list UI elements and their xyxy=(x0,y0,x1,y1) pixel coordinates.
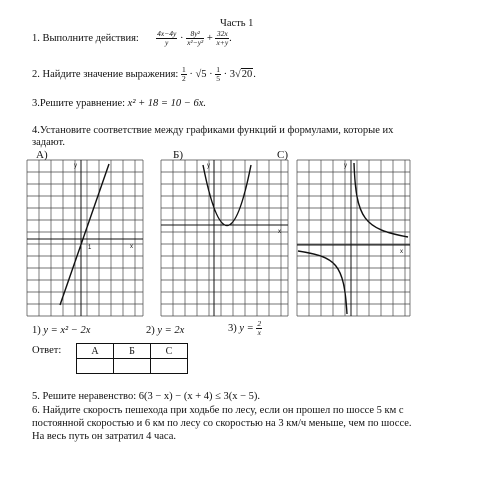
formula-3-fraction: $\frac{2}{x}$ xyxy=(257,319,262,337)
task-3-label: 3.Решите уравнение: xyxy=(32,98,126,109)
task-1-fraction-1: $\frac{4x-4y}{y}$ xyxy=(157,29,177,47)
graph-c-branch-left xyxy=(298,251,347,314)
graph-b-y-label: y xyxy=(207,163,210,169)
task-1-label: 1. Выполните действия: xyxy=(32,32,139,44)
task-1: 1. Выполните действия: $\frac{4x-4y}{y}$ · $\frac{\text{8y²}}{\text{x²−y²}}$ + $\frac{32x}{x+y}$ . xyxy=(32,29,232,47)
graph-b-x-label: x xyxy=(278,229,281,235)
answer-header-c: С xyxy=(151,344,188,359)
graph-a xyxy=(26,159,144,317)
graph-c-y-label: y xyxy=(344,163,347,169)
graph-a-x-label: x xyxy=(130,244,133,250)
graph-a-tick-one: 1 xyxy=(88,245,92,251)
task-6-line-1: 6. Найдите скорость пешехода при ходьбе по лесу, если он прошел по шоссе 5 км с xyxy=(32,405,404,416)
graph-b xyxy=(160,159,289,317)
graph-b-parabola xyxy=(203,165,251,226)
graph-label-a: А) xyxy=(36,149,48,161)
task-1-fraction-3: $\frac{32x}{x+y}$ xyxy=(216,29,229,47)
task-2-sqrt: 20 xyxy=(241,68,253,80)
formula-2: 2) y = 2x xyxy=(146,325,185,336)
task-2: 2. Найдите значение выражения: $\frac{1}{2}$ · √5 · $\frac{1}{5}$ · 3√20. xyxy=(32,65,256,83)
graph-a-line xyxy=(60,164,109,305)
answer-cell-a[interactable] xyxy=(77,359,114,374)
answer-cell-b[interactable] xyxy=(114,359,151,374)
formula-3: 3) y = $\frac{2}{x}$ xyxy=(228,319,262,337)
task-4-line-1: 4.Установите соответствие между графиками функций и формулами, которые их xyxy=(32,125,394,136)
task-1-fraction-2: $\frac{\text{8y²}}{\text{x²−y²}}$ xyxy=(187,29,204,47)
task-6-line-3: На весь путь он затратил 4 часа. xyxy=(32,431,176,442)
graph-a-y-label: y xyxy=(74,163,77,169)
task-2-label: 2. Найдите значение выражения: xyxy=(32,68,179,80)
answer-header-b: Б xyxy=(114,344,151,359)
answer-label: Ответ: xyxy=(32,345,62,356)
formula-1: 1) y = x² − 2x xyxy=(32,325,91,336)
answer-header-a: А xyxy=(77,344,114,359)
page-title: Часть 1 xyxy=(220,18,254,29)
graph-c xyxy=(296,159,411,317)
answer-table xyxy=(76,343,188,374)
task-2-fraction-1: $\frac{1}{2}$ xyxy=(181,65,186,83)
task-6-line-2: постоянной скоростью и 6 км по лесу со скоростью на 3 км/ч меньше, чем по шоссе. xyxy=(32,418,412,429)
graph-label-b: Б) xyxy=(173,149,183,161)
answer-cell-c[interactable] xyxy=(151,359,188,374)
task-4-line-2: задают. xyxy=(32,137,65,148)
task-3 xyxy=(32,97,206,110)
task-5: 5. Решите неравенство: 6(3 − x) − (x + 4) ≤ 3(x − 5). xyxy=(32,391,261,402)
graph-c-x-label: x xyxy=(400,249,403,255)
graph-label-c: С) xyxy=(277,149,288,161)
task-2-fraction-2: $\frac{1}{5}$ xyxy=(216,65,220,83)
task-3-equation: x² + 18 = 10 − 6x. xyxy=(127,98,207,109)
